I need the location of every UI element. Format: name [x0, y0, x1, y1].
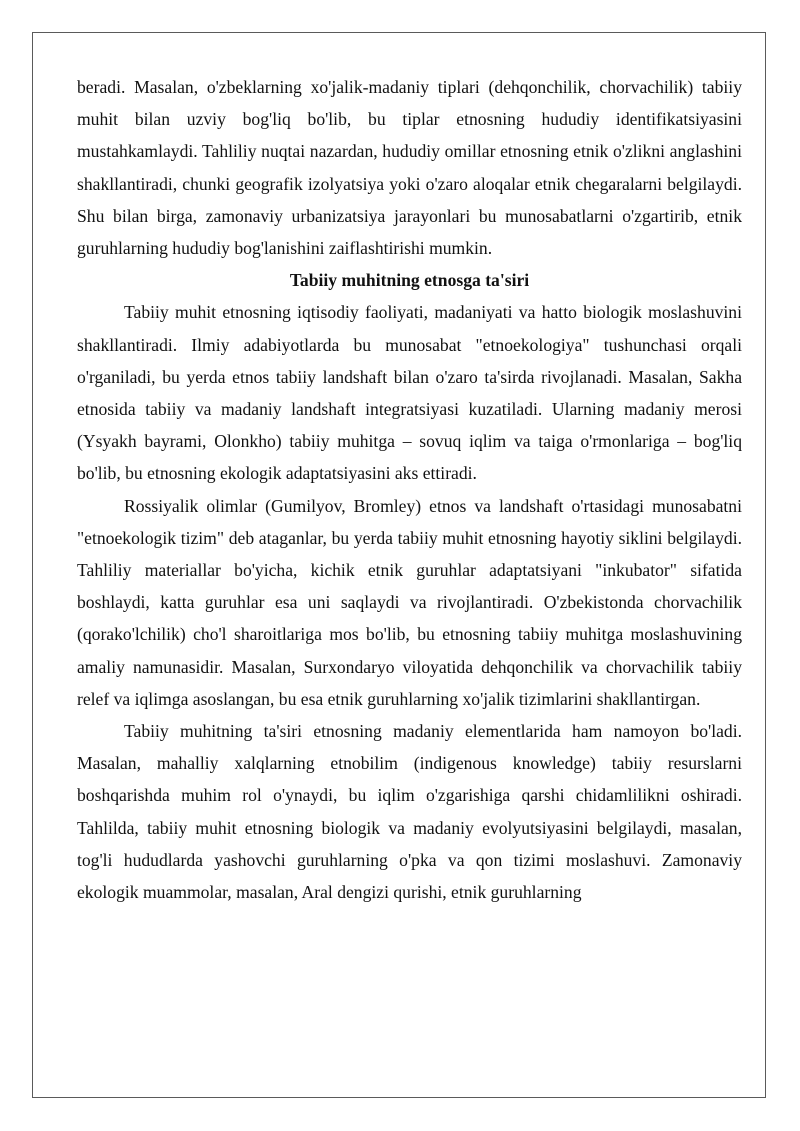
section-heading: Tabiiy muhitning etnosga ta'siri: [289, 270, 530, 291]
document-body: [77, 71, 742, 908]
paragraph-continued: beradi. Masalan, o'zbeklarning xo'jalik-madaniy tiplari (dehqonchilik, chorvachilik) tabiiy muhit bilan uzviy bog'liq bo'lib, bu tiplar etnosning hududiy identifikatsiyasini mustahkamlaydi. Tahliliy nuqtai nazardan, hududiy omillar etnosning etnik o'zlikni anglashini shakllantiradi, chunki geografik izolyatsiya yoki o'zaro aloqalar etnik chegaralarni belgilaydi. Shu bilan birga, zamonaviy urbanizatsiya jarayonlari bu munosabatlarni o'zgartirib, etnik guruhlarning hududiy bog'lanishini zaiflashtirishi mumkin.: [77, 77, 742, 259]
paragraph-1: Tabiiy muhit etnosning iqtisodiy faoliyati, madaniyati va hatto biologik moslashuvini shakllantiradi. Ilmiy adabiyotlarda bu munosabat "etnoekologiya" tushunchasi orqali o'rganiladi, bu yerda etnos tabiiy landshaft bilan o'zaro ta'sirda rivojlanadi. Masalan, Sakha etnosida tabiiy va madaniy landshaft integratsiyasi kuzatiladi. Ularning madaniy merosi (Ysyakh bayrami, Olonkho) tabiiy muhitga – sovuq iqlim va taiga o'rmonlariga – bog'liq bo'lib, bu etnosning ekologik adaptatsiyasini aks ettiradi.: [77, 302, 742, 484]
paragraph-3: Tabiiy muhitning ta'siri etnosning madaniy elementlarida ham namoyon bo'ladi. Masalan, mahalliy xalqlarning etnobilim (indigenous knowledge) tabiiy resurslarni boshqarishda muhim rol o'ynaydi, bu iqlim o'zgarishiga qarshi chidamlilikni oshiradi. Tahlilda, tabiiy muhit etnosning biologik va madaniy evolyutsiyasini belgilaydi, masalan, tog'li hududlarda yashovchi guruhlarning o'pka va qon tizimi moslashuvi. Zamonaviy ekologik muammolar, masalan, Aral dengizi qurishi, etnik guruhlarning: [77, 721, 742, 903]
paragraph-2: Rossiyalik olimlar (Gumilyov, Bromley) etnos va landshaft o'rtasidagi munosabatni "etnoekologik tizim" deb ataganlar, bu yerda tabiiy muhit etnosning hayotiy siklini belgilaydi. Tahliliy materiallar bo'yicha, kichik etnik guruhlar adaptatsiyani "inkubator" sifatida boshlaydi, katta guruhlar esa uni saqlaydi va rivojlantiradi. O'zbekistonda chorvachilik (qorako'lchilik) cho'l sharoitlariga mos bo'lib, bu etnosning tabiiy muhitga moslashuvining amaliy namunasidir. Masalan, Surxondaryo viloyatida dehqonchilik va chorvachilik tabiiy relef va iqlimga asoslangan, bu esa etnik guruhlarning xo'jalik tizimlarini shakllantirgan.: [77, 495, 742, 709]
